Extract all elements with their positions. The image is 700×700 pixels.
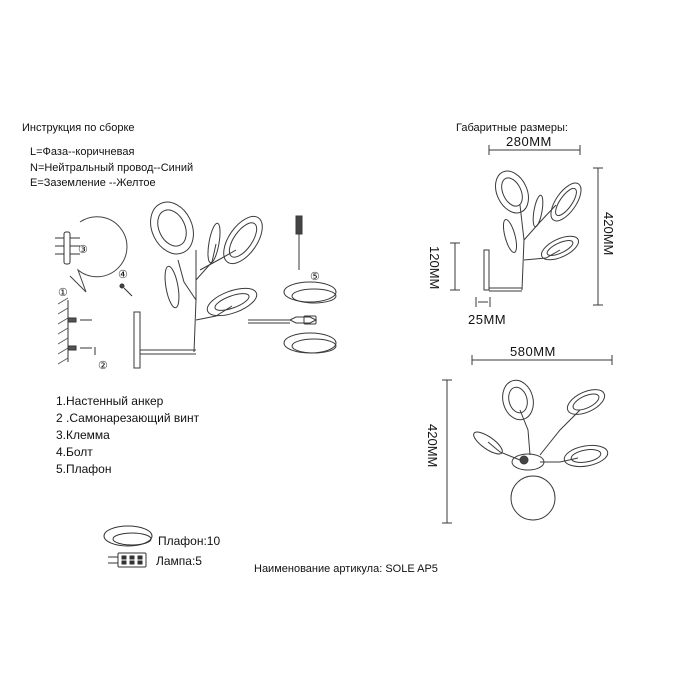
dimension-drawing-top xyxy=(450,145,603,307)
dim-top-width: 280MM xyxy=(506,134,552,149)
part-item: 2 .Самонарезающий винт xyxy=(56,411,200,425)
callout-3: ③ xyxy=(78,244,88,256)
dim-top-height: 420MM xyxy=(601,212,616,256)
callout-1: ① xyxy=(58,287,68,299)
wiring-line-e: E=Заземление --Желтое xyxy=(30,177,156,189)
part-item: 1.Настенный анкер xyxy=(56,394,164,408)
fixture-main-drawing xyxy=(134,195,290,368)
part-item: 3.Клемма xyxy=(56,428,110,442)
wall-anchor-detail xyxy=(58,298,95,364)
lamp-icon xyxy=(108,553,146,567)
callout-4: ④ xyxy=(118,269,128,281)
callout-5: ⑤ xyxy=(310,271,320,283)
article-name: Наименование артикула: SOLE AP5 xyxy=(254,563,438,575)
part-item: 5.Плафон xyxy=(56,462,112,476)
instruction-title: Инструкция по сборке xyxy=(22,122,135,134)
dimensions-title: Габаритные размеры: xyxy=(456,122,568,134)
shade-detail xyxy=(284,216,336,353)
parts-list xyxy=(56,394,199,479)
wiring-line-n: N=Нейтральный провод--Синий xyxy=(30,162,194,174)
dim-bottom-width: 580MM xyxy=(510,344,556,359)
shade-icon xyxy=(104,526,152,546)
bolt-detail xyxy=(120,284,132,296)
dim-mount-height: 120MM xyxy=(427,246,442,290)
dimension-drawing-bottom xyxy=(442,355,612,523)
dim-bottom-height: 420MM xyxy=(425,424,440,468)
dim-mount-depth: 25MM xyxy=(468,312,507,327)
part-item: 4.Болт xyxy=(56,445,93,459)
callout-2: ② xyxy=(98,360,108,372)
contents-lamp: Лампа:5 xyxy=(156,554,202,568)
contents-shade: Плафон:10 xyxy=(158,534,221,548)
wiring-line-l: L=Фаза--коричневая xyxy=(30,146,135,158)
terminal-callout-bubble xyxy=(55,217,127,292)
